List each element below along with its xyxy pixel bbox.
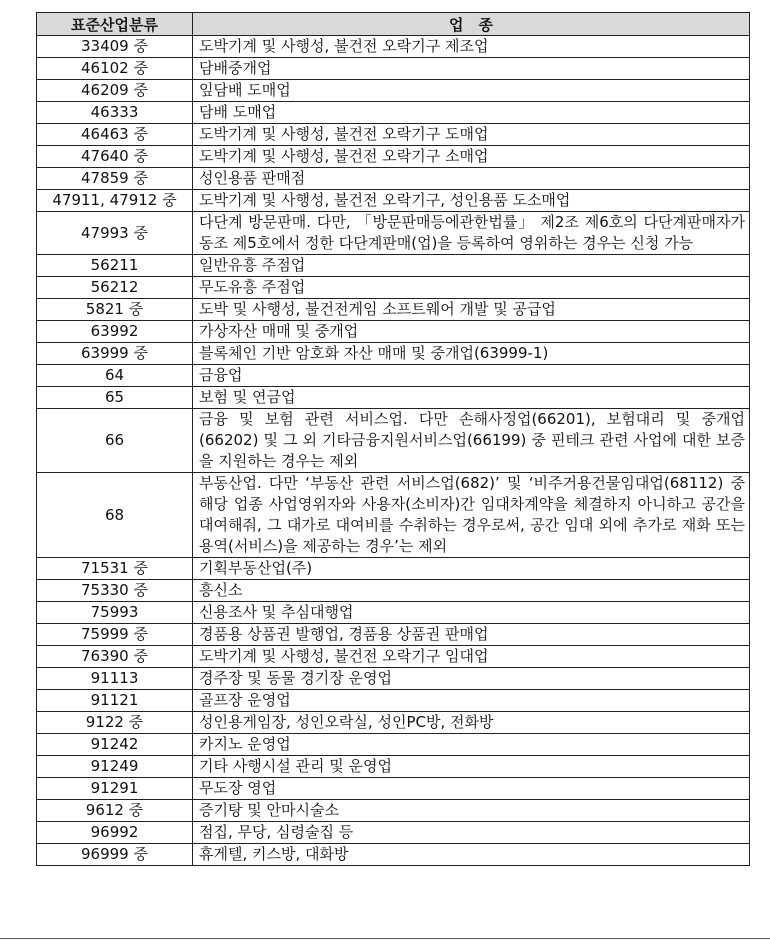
table-row bbox=[37, 212, 750, 255]
industry-description-cell: 도박기계 및 사행성, 불건전 오락기구 임대업 bbox=[193, 646, 750, 668]
industry-description-cell: 흥신소 bbox=[193, 580, 750, 602]
table-row bbox=[37, 80, 750, 102]
table-row bbox=[37, 690, 750, 712]
header-industry: 업 종 bbox=[193, 13, 750, 36]
table-row bbox=[37, 580, 750, 602]
classification-code-cell: 33409 중 bbox=[37, 36, 193, 58]
table-body bbox=[37, 36, 750, 866]
table-row bbox=[37, 36, 750, 58]
industry-description-cell: 무도장 영업 bbox=[193, 778, 750, 800]
industry-description-cell: 부동산업. 다만 ‘부동산 관련 서비스업(682)’ 및 ‘비주거용건물임대업(68112) 중 해당 업종 사업영위자와 사용자(소비자)간 임대차계약을 체결하지 아니하고 공간을 대여해줘, 그 대가로 대여비를 수취하는 경우로써, 공간 임대 외에 추가로 재화 또는 용역(서비스)을 제공하는 경우’는 제외 bbox=[193, 473, 750, 558]
industry-description-cell: 보험 및 연금업 bbox=[193, 387, 750, 409]
industry-description-cell: 성인용게임장, 성인오락실, 성인PC방, 전화방 bbox=[193, 712, 750, 734]
classification-code-cell: 76390 중 bbox=[37, 646, 193, 668]
page-bottom-rule bbox=[0, 938, 770, 939]
table-row bbox=[37, 668, 750, 690]
classification-code-cell: 9122 중 bbox=[37, 712, 193, 734]
industry-description-cell: 담배 도매업 bbox=[193, 102, 750, 124]
classification-code-cell: 68 bbox=[37, 473, 193, 558]
industry-description-cell: 도박기계 및 사행성, 불건전 오락기구 도매업 bbox=[193, 124, 750, 146]
classification-code-cell: 63992 bbox=[37, 321, 193, 343]
industry-description-cell: 도박기계 및 사행성, 불건전 오락기구 제조업 bbox=[193, 36, 750, 58]
table-row bbox=[37, 734, 750, 756]
table-row bbox=[37, 624, 750, 646]
industry-description-cell: 휴게텔, 키스방, 대화방 bbox=[193, 844, 750, 866]
industry-description-cell: 경품용 상품권 발행업, 경품용 상품권 판매업 bbox=[193, 624, 750, 646]
classification-code-cell: 91249 bbox=[37, 756, 193, 778]
classification-code-cell: 75999 중 bbox=[37, 624, 193, 646]
industry-description-cell: 기타 사행시설 관리 및 운영업 bbox=[193, 756, 750, 778]
table-row bbox=[37, 190, 750, 212]
table-row bbox=[37, 321, 750, 343]
classification-code-cell: 5821 중 bbox=[37, 299, 193, 321]
industry-description-cell: 점집, 무당, 심령술집 등 bbox=[193, 822, 750, 844]
classification-code-cell: 75330 중 bbox=[37, 580, 193, 602]
classification-code-cell: 47911, 47912 중 bbox=[37, 190, 193, 212]
industry-description-cell: 블록체인 기반 암호화 자산 매매 및 중개업(63999-1) bbox=[193, 343, 750, 365]
industry-description-cell: 신용조사 및 추심대행업 bbox=[193, 602, 750, 624]
table-row bbox=[37, 409, 750, 473]
table-row bbox=[37, 778, 750, 800]
industry-description-cell: 금융업 bbox=[193, 365, 750, 387]
industry-description-cell: 금융 및 보험 관련 서비스업. 다만 손해사정업(66201), 보험대리 및 중개업(66202) 및 그 외 기타금융지원서비스업(66199) 중 핀테크 관련 사업에 대한 보증을 지원하는 경우는 제외 bbox=[193, 409, 750, 473]
classification-code-cell: 46102 중 bbox=[37, 58, 193, 80]
classification-code-cell: 64 bbox=[37, 365, 193, 387]
industry-description-cell: 다단계 방문판매. 다만, 「방문판매등에관한법률」 제2조 제6호의 다단계판매자가 동조 제5호에서 정한 다단계판매(업)을 등록하여 영위하는 경우는 신청 가능 bbox=[193, 212, 750, 255]
classification-code-cell: 66 bbox=[37, 409, 193, 473]
classification-code-cell: 9612 중 bbox=[37, 800, 193, 822]
classification-code-cell: 91113 bbox=[37, 668, 193, 690]
industry-description-cell: 카지노 운영업 bbox=[193, 734, 750, 756]
industry-description-cell: 경주장 및 동물 경기장 운영업 bbox=[193, 668, 750, 690]
industry-description-cell: 기획부동산업(주) bbox=[193, 558, 750, 580]
classification-code-cell: 63999 중 bbox=[37, 343, 193, 365]
table-row bbox=[37, 102, 750, 124]
table-row bbox=[37, 602, 750, 624]
classification-code-cell: 91242 bbox=[37, 734, 193, 756]
table-header-row bbox=[37, 13, 750, 36]
classification-code-cell: 47640 중 bbox=[37, 146, 193, 168]
table-row bbox=[37, 473, 750, 558]
classification-code-cell: 96999 중 bbox=[37, 844, 193, 866]
industry-description-cell: 담배중개업 bbox=[193, 58, 750, 80]
industry-description-cell: 잎담배 도매업 bbox=[193, 80, 750, 102]
table-row bbox=[37, 255, 750, 277]
classification-code-cell: 46463 중 bbox=[37, 124, 193, 146]
industry-description-cell: 증기탕 및 안마시술소 bbox=[193, 800, 750, 822]
industry-description-cell: 도박 및 사행성, 불건전게임 소프트웨어 개발 및 공급업 bbox=[193, 299, 750, 321]
table-row bbox=[37, 822, 750, 844]
table-row bbox=[37, 558, 750, 580]
classification-code-cell: 71531 중 bbox=[37, 558, 193, 580]
table-row bbox=[37, 646, 750, 668]
industry-description-cell: 골프장 운영업 bbox=[193, 690, 750, 712]
industry-description-cell: 무도유흥 주점업 bbox=[193, 277, 750, 299]
industry-description-cell: 일반유흥 주점업 bbox=[193, 255, 750, 277]
classification-code-cell: 47993 중 bbox=[37, 212, 193, 255]
table-row bbox=[37, 277, 750, 299]
table-row bbox=[37, 844, 750, 866]
classification-code-cell: 56212 bbox=[37, 277, 193, 299]
classification-code-cell: 56211 bbox=[37, 255, 193, 277]
classification-code-cell: 96992 bbox=[37, 822, 193, 844]
table-row bbox=[37, 387, 750, 409]
classification-code-cell: 46333 bbox=[37, 102, 193, 124]
industry-classification-table bbox=[36, 12, 750, 866]
table-row bbox=[37, 146, 750, 168]
table-row bbox=[37, 365, 750, 387]
table-row bbox=[37, 343, 750, 365]
industry-description-cell: 성인용품 판매점 bbox=[193, 168, 750, 190]
industry-description-cell: 도박기계 및 사행성, 불건전 오락기구, 성인용품 도소매업 bbox=[193, 190, 750, 212]
classification-code-cell: 91121 bbox=[37, 690, 193, 712]
classification-code-cell: 65 bbox=[37, 387, 193, 409]
industry-description-cell: 가상자산 매매 및 중개업 bbox=[193, 321, 750, 343]
classification-code-cell: 46209 중 bbox=[37, 80, 193, 102]
classification-code-cell: 47859 중 bbox=[37, 168, 193, 190]
table-row bbox=[37, 124, 750, 146]
industry-description-cell: 도박기계 및 사행성, 불건전 오락기구 소매업 bbox=[193, 146, 750, 168]
table-row bbox=[37, 58, 750, 80]
table-row bbox=[37, 299, 750, 321]
table-row bbox=[37, 712, 750, 734]
table-row bbox=[37, 168, 750, 190]
header-classification-code: 표준산업분류 bbox=[37, 13, 193, 36]
classification-code-cell: 75993 bbox=[37, 602, 193, 624]
table-row bbox=[37, 756, 750, 778]
table-row bbox=[37, 800, 750, 822]
classification-code-cell: 91291 bbox=[37, 778, 193, 800]
